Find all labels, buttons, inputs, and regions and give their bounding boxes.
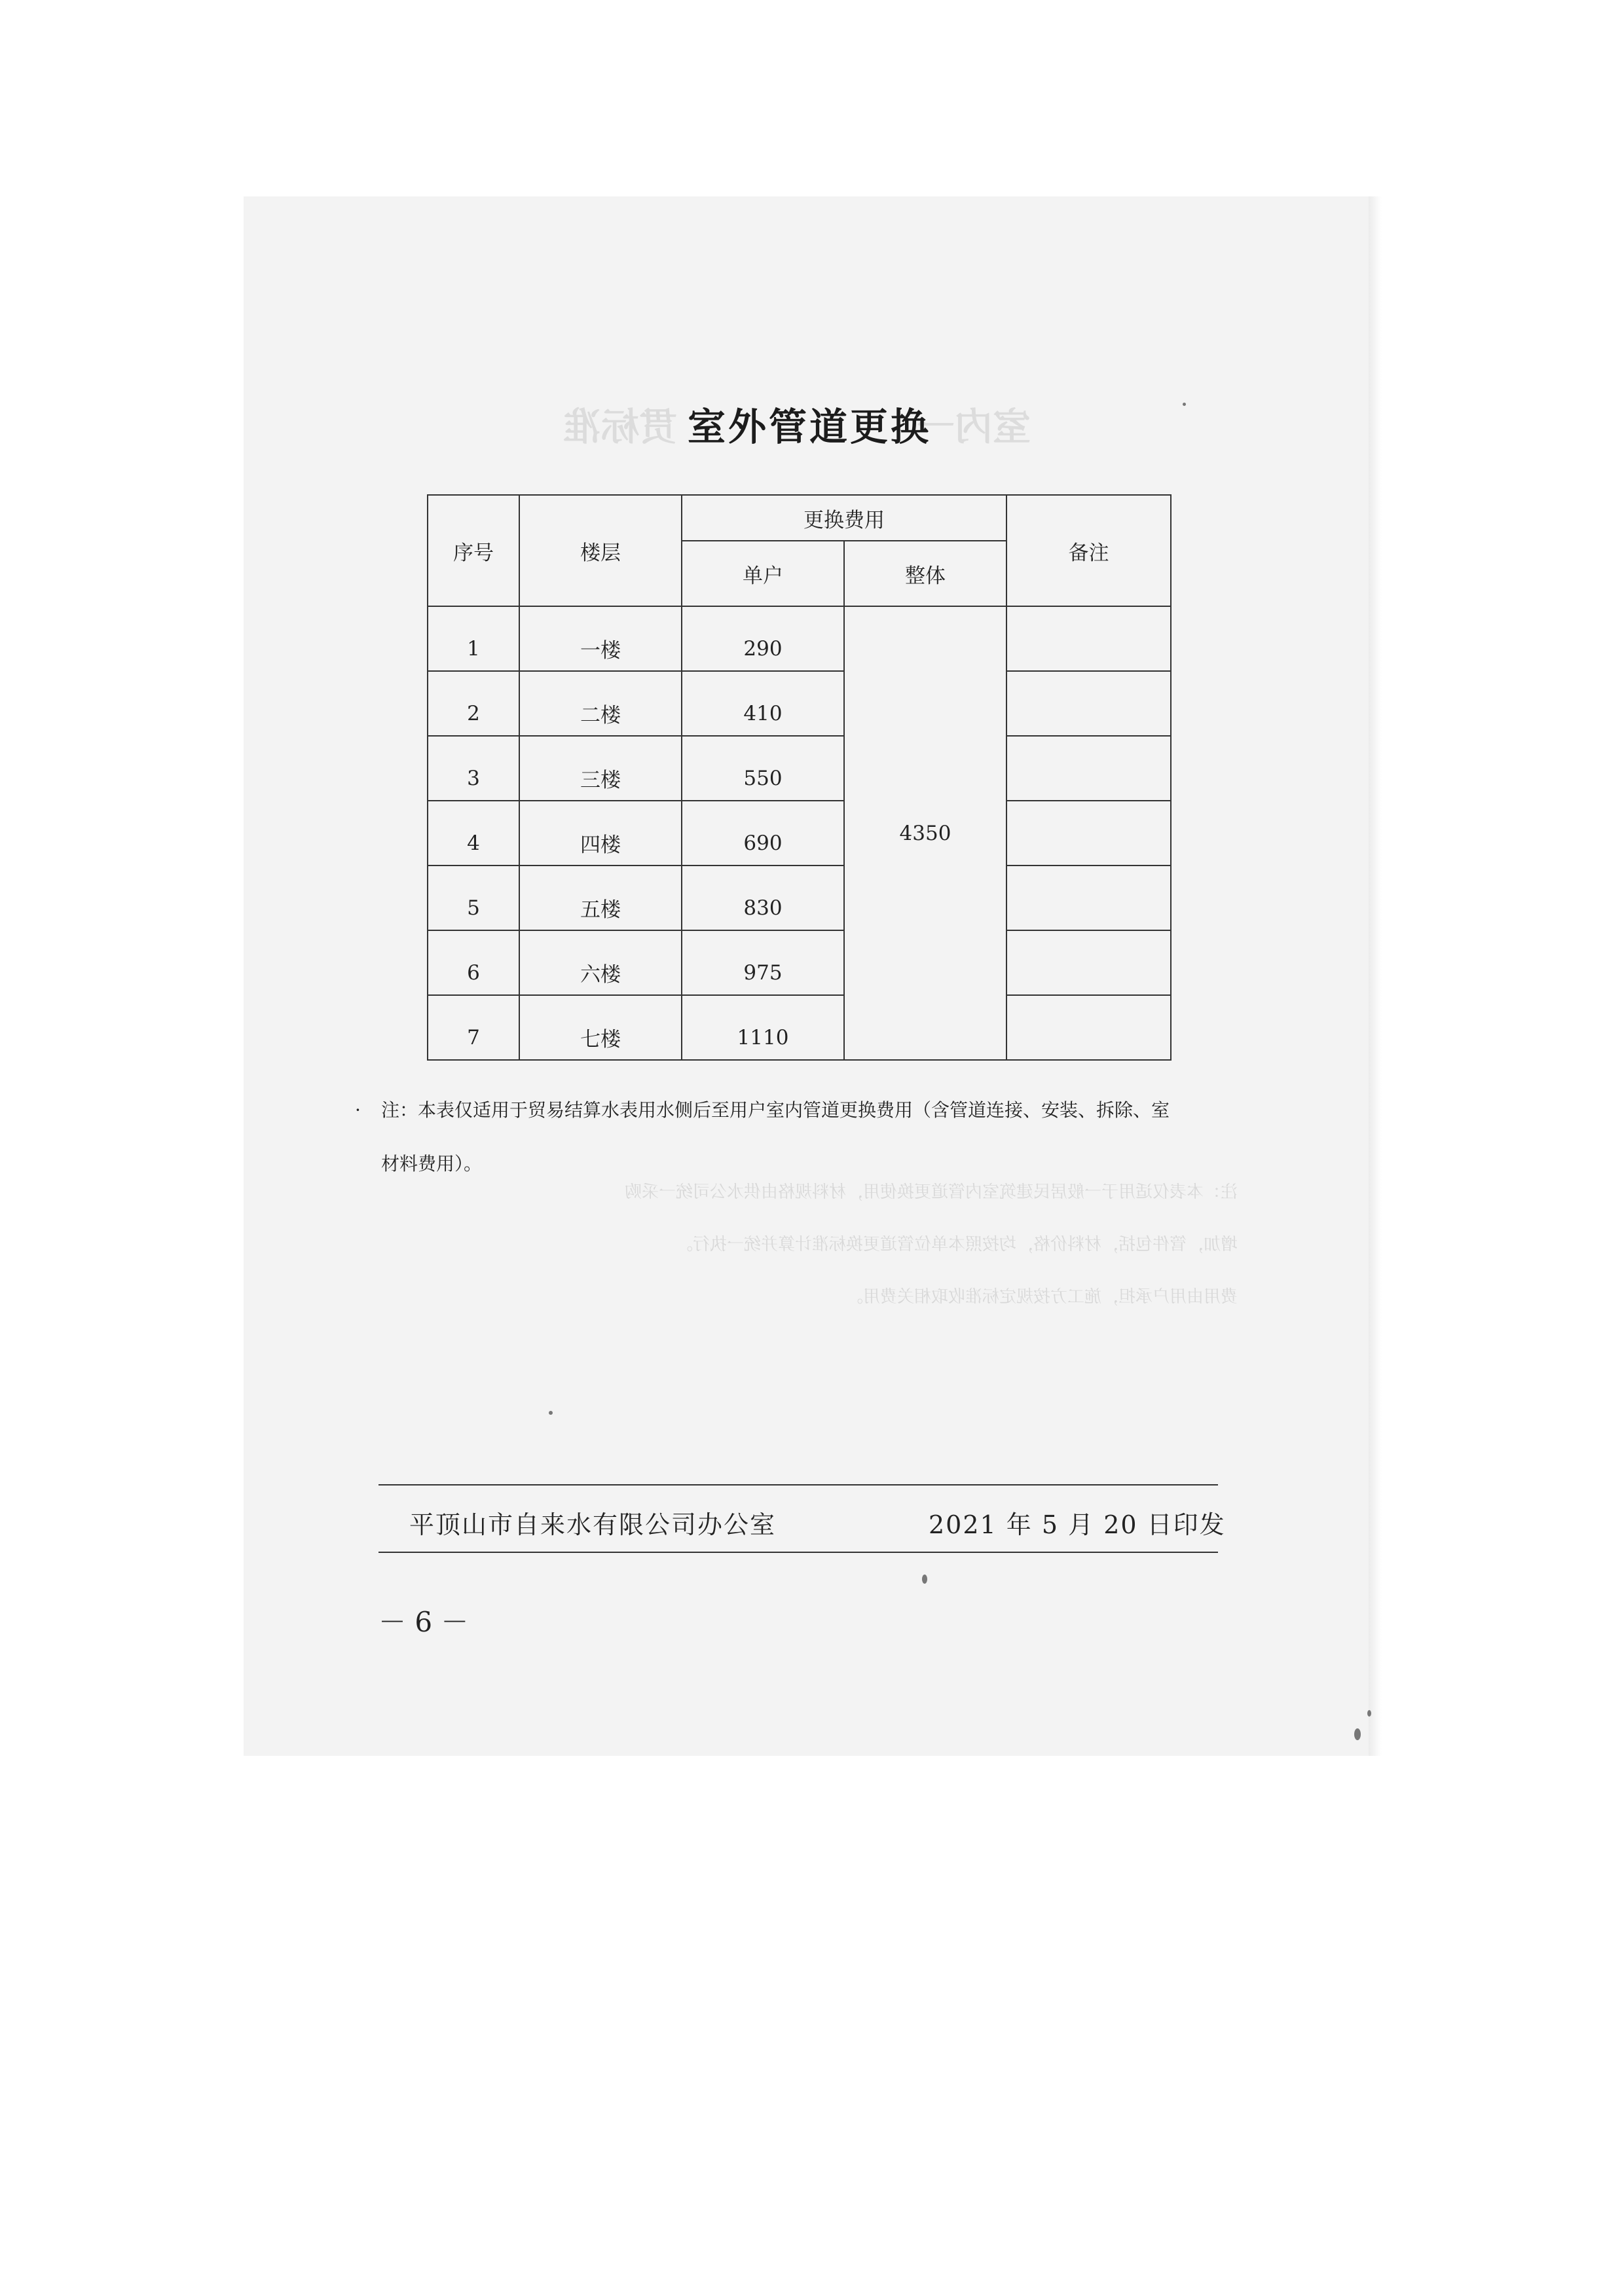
bullet-dot: · — [355, 1099, 361, 1121]
row-per-household: 1110 — [737, 1025, 789, 1049]
scan-speck — [1183, 403, 1186, 406]
table-row — [428, 866, 1171, 930]
whole-fee-cell — [844, 606, 1006, 1060]
document-title: 室外管道更换 — [688, 405, 932, 449]
row-index: 6 — [467, 960, 480, 985]
row-index: 5 — [467, 896, 480, 920]
row-per-household: 290 — [743, 636, 783, 661]
table-row — [428, 930, 1171, 995]
header-remark: 备注 — [1006, 495, 1171, 606]
table-row — [428, 736, 1171, 801]
table-row — [428, 801, 1171, 866]
footer-date: 2021 年 5 月 20 日印发 — [929, 1510, 1226, 1539]
remark-cell — [1006, 736, 1171, 801]
note-line-2: 材料费用）。 — [381, 1153, 483, 1175]
whole-fee-value: 4350 — [899, 821, 951, 845]
row-index: 2 — [467, 701, 480, 725]
scan-speck — [922, 1575, 927, 1584]
row-floor: 二楼 — [580, 704, 621, 727]
header-fee-group: 更换费用 — [682, 495, 1006, 541]
row-per-household: 975 — [743, 960, 783, 985]
scan-speck — [1367, 1710, 1371, 1717]
header-index: 序号 — [428, 495, 519, 606]
header-whole: 整体 — [844, 541, 1006, 606]
row-floor: 一楼 — [580, 639, 621, 663]
page-number: － 6 － — [378, 1606, 469, 1638]
note — [355, 1084, 1226, 1191]
scan-speck — [549, 1411, 553, 1415]
fee-table — [427, 494, 1172, 1061]
row-floor: 四楼 — [580, 833, 621, 857]
remark-cell — [1006, 671, 1171, 736]
row-floor: 七楼 — [580, 1028, 621, 1051]
row-floor: 三楼 — [580, 769, 621, 792]
remark-cell — [1006, 801, 1171, 866]
row-index: 4 — [467, 831, 480, 855]
bleed-through-text: 室内一 — [917, 405, 1031, 449]
note-line-1: 注：本表仅适用于贸易结算水表用水侧后至用户室内管道更换费用（含管道连接、安装、拆除、室 — [381, 1099, 1170, 1121]
header-per-household: 单户 — [682, 541, 844, 606]
remark-cell — [1006, 606, 1171, 671]
row-per-household: 830 — [743, 896, 783, 920]
scan-speck — [1354, 1728, 1361, 1740]
table-row — [428, 671, 1171, 736]
row-index: 7 — [467, 1025, 480, 1049]
scan-edge — [1369, 196, 1382, 1756]
table-row — [428, 606, 1171, 671]
remark-cell — [1006, 866, 1171, 930]
remark-cell — [1006, 930, 1171, 995]
bleed-through-text: 贯标准 — [563, 405, 678, 449]
footer-bottom-rule — [378, 1552, 1218, 1553]
row-index: 3 — [467, 766, 480, 790]
bleed-through-text: 费用由用户承担，施工方按规定标准收取相关费用。 — [845, 1287, 1238, 1307]
row-per-household: 690 — [743, 831, 783, 855]
row-per-household: 550 — [743, 766, 783, 790]
footer-issuer: 平顶山市自来水有限公司办公室 — [409, 1510, 777, 1539]
row-floor: 六楼 — [580, 963, 621, 987]
footer-top-rule — [378, 1484, 1218, 1485]
bleed-through-text: 注：本表仅适用于一般居民建筑室内管道更换使用，材料规格由供水公司统一采购 — [624, 1182, 1238, 1202]
row-floor: 五楼 — [580, 898, 621, 922]
remark-cell — [1006, 995, 1171, 1060]
row-index: 1 — [467, 636, 480, 661]
header-floor: 楼层 — [519, 495, 682, 606]
bleed-through-text: 增加，管件包括，材料价格，均按照本单位管道更换标准计算并统一执行。 — [675, 1235, 1238, 1254]
row-per-household: 410 — [743, 701, 783, 725]
table-row — [428, 995, 1171, 1060]
